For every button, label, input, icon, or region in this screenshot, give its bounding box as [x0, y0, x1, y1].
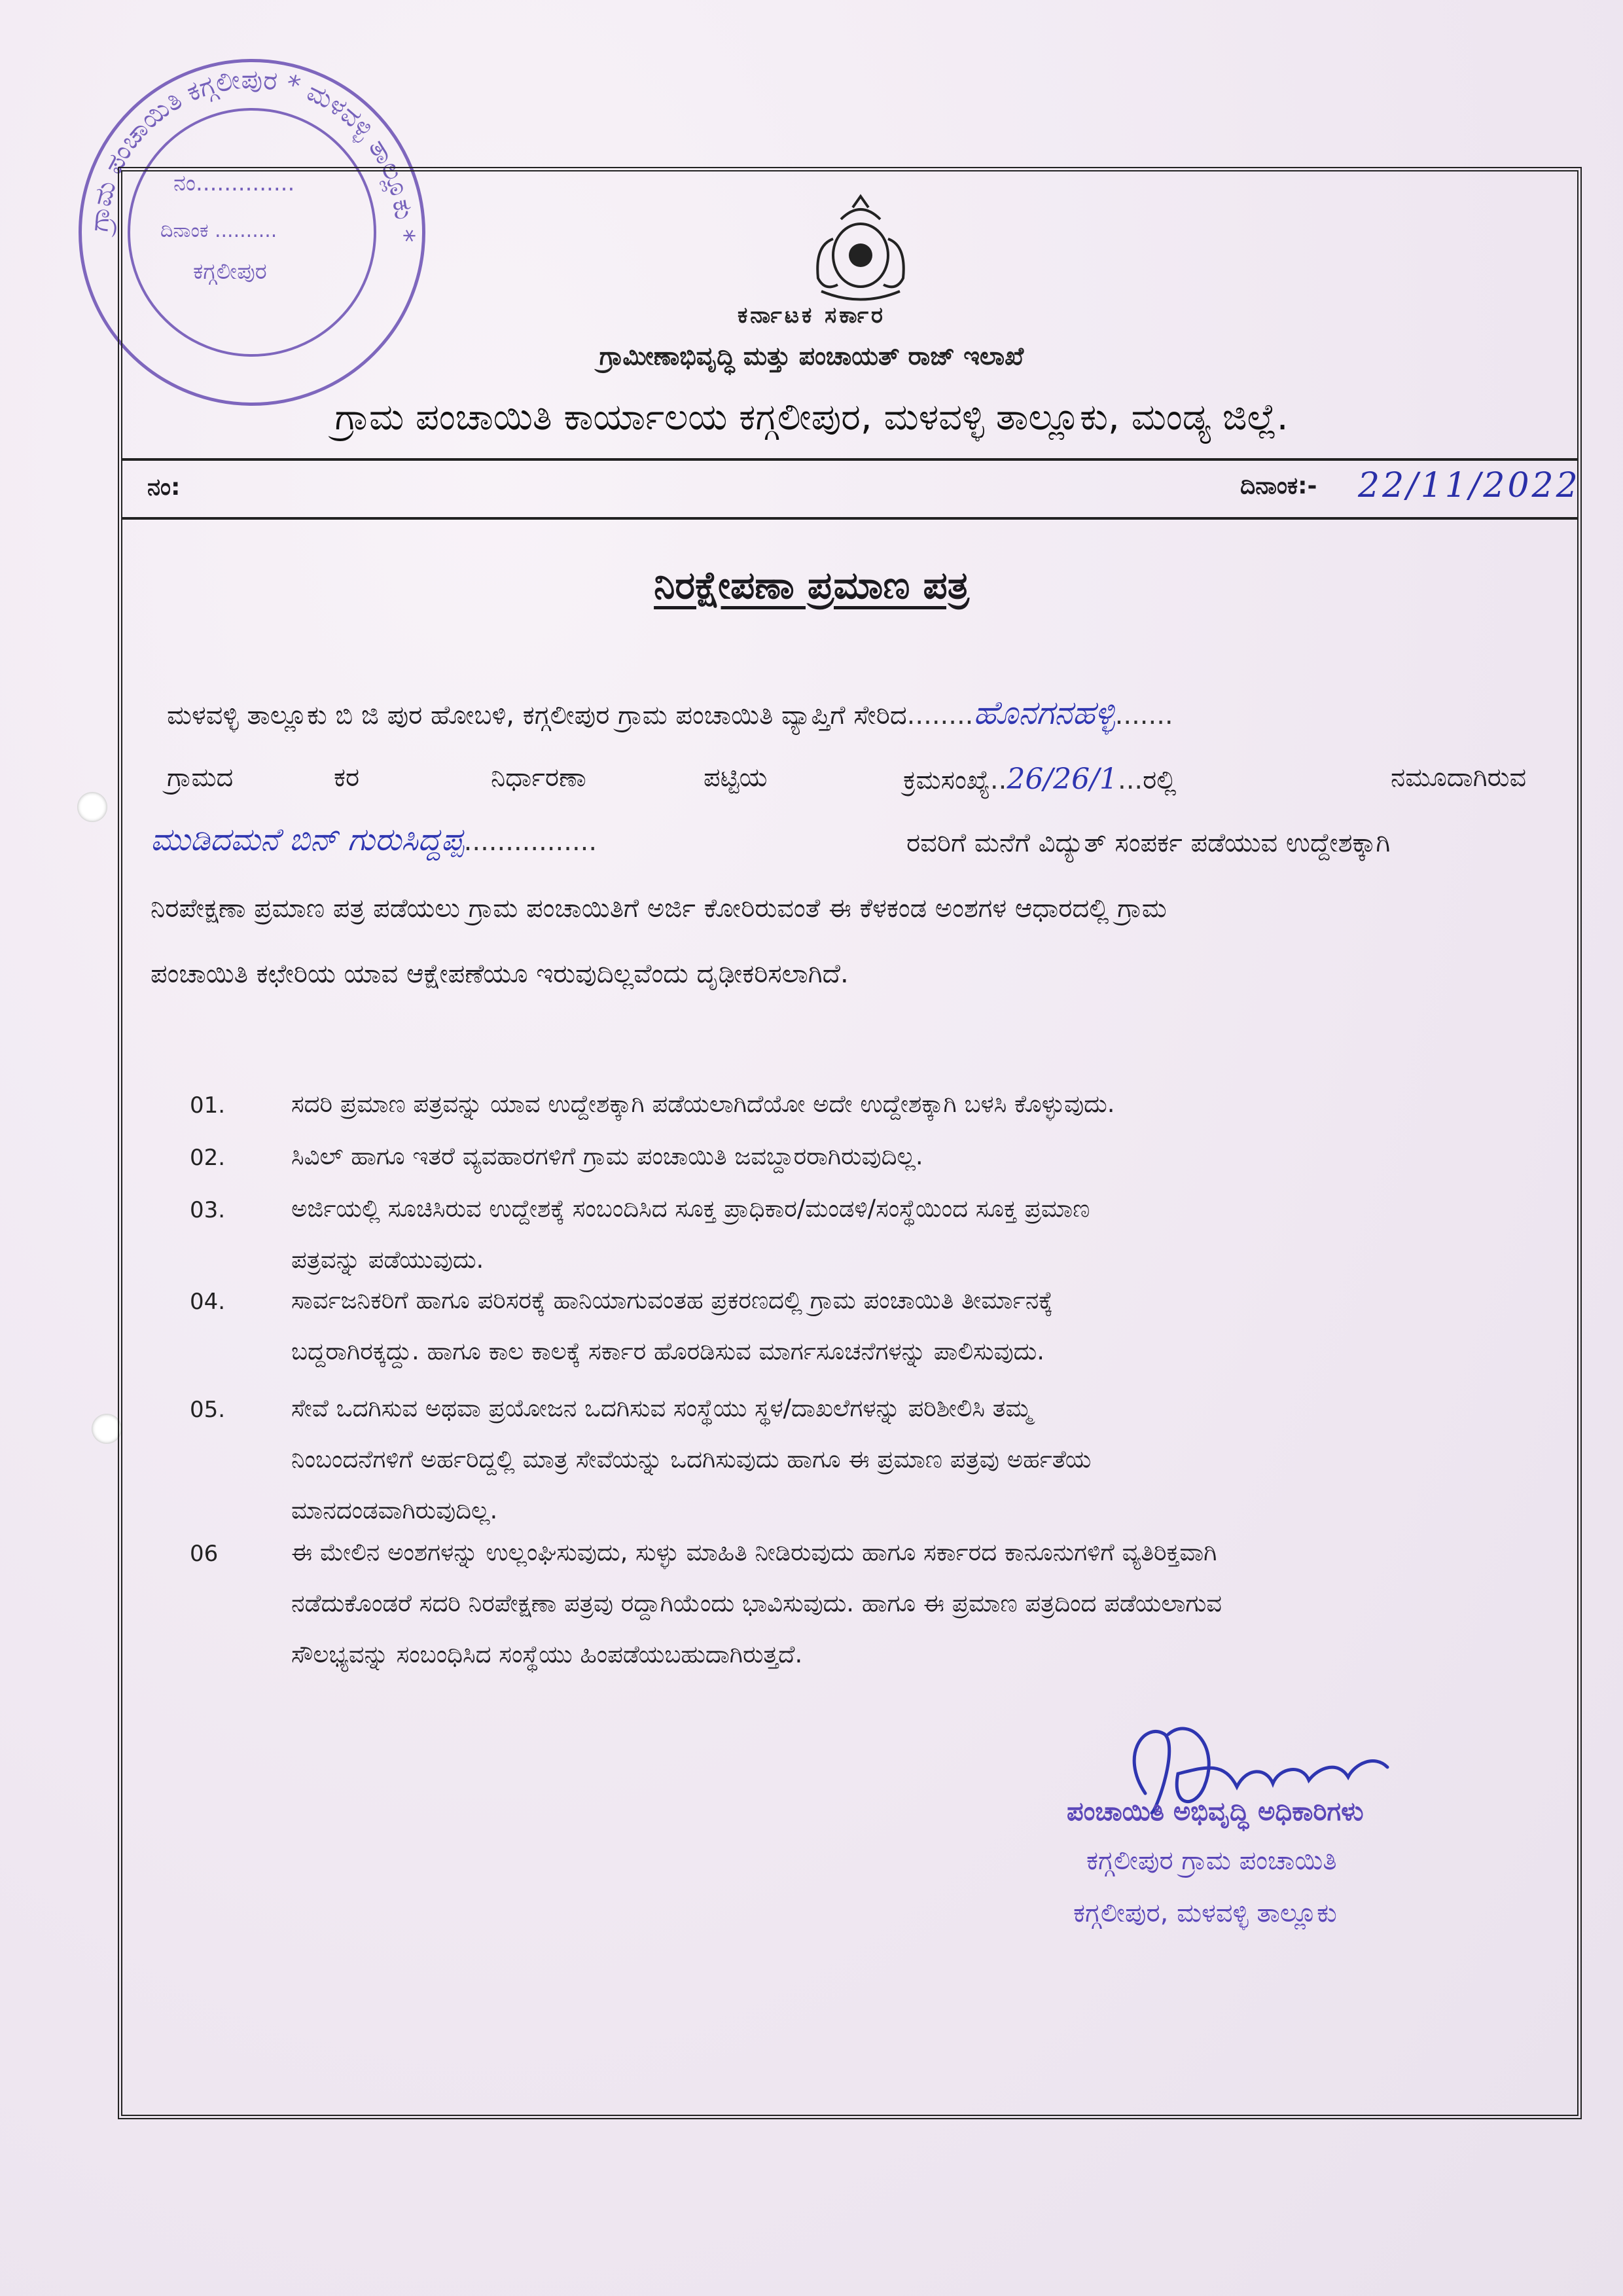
subheader-divider	[122, 517, 1578, 520]
condition-text-line: ಸಿವಿಲ್ ಹಾಗೂ ಇತರೆ ವ್ಯವಹಾರಗಳಿಗೆ ಗ್ರಾಮ ಪಂಚಾಯಿತಿ ಜವಬ್ದಾರರಾಗಿರುವುದಿಲ್ಲ.	[291, 1142, 923, 1170]
condition-number: 04.	[190, 1289, 226, 1315]
condition-number: 03.	[190, 1197, 226, 1223]
body-line-2-word-2: ಕರ	[334, 762, 360, 793]
condition-text-line: ಪತ್ರವನ್ನು ಪಡೆಯುವುದು.	[291, 1246, 484, 1274]
body-line-2-word-3: ನಿರ್ಧಾರಣಾ	[491, 762, 586, 793]
body-line-1: ಮಳವಳ್ಳಿ ತಾಲ್ಲೂಕು ಬಿ ಜಿ ಪುರ ಹೋಬಳಿ, ಕಗ್ಗಲೀಪುರ ಗ್ರಾಮ ಪಂಚಾಯಿತಿ ವ್ಯಾಪ್ತಿಗೆ ಸೇರಿದ........ಹೊನಗನಹಳ್ಳಿ.......	[167, 694, 1173, 732]
condition-text-line: ಈ ಮೇಲಿನ ಅಂಶಗಳನ್ನು ಉಲ್ಲಂಘಿಸುವುದು, ಸುಳ್ಳು ಮಾಹಿತಿ ನೀಡಿರುವುದು ಹಾಗೂ ಸರ್ಕಾರದ ಕಾನೂನುಗಳಿಗೆ ವ್ಯತಿರಿಕ್ತವಾಗಿ	[291, 1538, 1217, 1566]
seal-number-line: ನಂ..............	[173, 170, 295, 196]
serial-number-handwritten: 26/26/1	[1007, 762, 1118, 796]
department-name: ಗ್ರಾಮೀಣಾಭಿವೃದ್ಧಿ ಮತ್ತು ಪಂಚಾಯತ್ ರಾಜ್ ಇಲಾಖೆ	[599, 342, 1024, 370]
village-name-handwritten: ಹೊನಗನಹಳ್ಳಿ	[973, 694, 1115, 732]
office-address: ಗ್ರಾಮ ಪಂಚಾಯಿತಿ ಕಾರ್ಯಾಲಯ ಕಗ್ಗಲೀಪುರ, ಮಳವಳ್ಳಿ ತಾಲ್ಲೂಕು, ಮಂಡ್ಯ ಜಿಲ್ಲೆ.	[334, 396, 1289, 439]
condition-text-line: ನಡೆದುಕೊಂಡರೆ ಸದರಿ ನಿರಪೇಕ್ಷಣಾ ಪತ್ರವು ರದ್ದಾಗಿಯೆಂದು ಭಾವಿಸುವುದು. ಹಾಗೂ ಈ ಪ್ರಮಾಣ ಪತ್ರದಿಂದ ಪಡೆಯಲಾಗುವ	[291, 1589, 1222, 1617]
body-line-5: ಪಂಚಾಯಿತಿ ಕಛೇರಿಯ ಯಾವ ಆಕ್ಷೇಪಣೆಯೂ ಇರುವುದಿಲ್ಲವೆಂದು ದೃಢೀಕರಿಸಲಾಗಿದೆ.	[151, 959, 849, 989]
condition-text-line: ಸದರಿ ಪ್ರಮಾಣ ಪತ್ರವನ್ನು ಯಾವ ಉದ್ದೇಶಕ್ಕಾಗಿ ಪಡೆಯಲಾಗಿದೆಯೋ ಅದೇ ಉದ್ದೇಶಕ್ಕಾಗಿ ಬಳಸಿ ಕೊಳ್ಳುವುದು.	[291, 1090, 1115, 1118]
seal-date-line: ದಿನಾಂಕ ..........	[160, 219, 277, 242]
number-label: ನಂ:	[147, 474, 181, 501]
body-line-3: ಮುಡಿದಮನೆ ಬಿನ್ ಗುರುಸಿದ್ದಪ್ಪ................	[151, 821, 597, 858]
applicant-name-handwritten: ಮುಡಿದಮನೆ ಬಿನ್ ಗುರುಸಿದ್ದಪ್ಪ	[151, 821, 464, 858]
condition-text-line: ಸೌಲಭ್ಯವನ್ನು ಸಂಬಂಧಿಸಿದ ಸಂಸ್ಥೆಯು ಹಿಂಪಡೆಯಬಹುದಾಗಿರುತ್ತದೆ.	[291, 1640, 803, 1668]
condition-number: 06	[190, 1541, 219, 1567]
condition-text-line: ನಿಂಬಂದನೆಗಳಿಗೆ ಅರ್ಹರಿದ್ದಲ್ಲಿ ಮಾತ್ರ ಸೇವೆಯನ್ನು ಒದಗಿಸುವುದು ಹಾಗೂ ಈ ಪ್ರಮಾಣ ಪತ್ರವು ಅರ್ಹತೆಯ	[291, 1445, 1092, 1473]
body-line-4: ನಿರಪೇಕ್ಷಣಾ ಪ್ರಮಾಣ ಪತ್ರ ಪಡೆಯಲು ಗ್ರಾಮ ಪಂಚಾಯಿತಿಗೆ ಅರ್ಜಿ ಕೋರಿರುವಂತೆ ಈ ಕೆಳಕಂಡ ಅಂಶಗಳ ಆಧಾರದಲ್ಲಿ ಗ್ರಾಮ	[151, 893, 1167, 924]
government-name: ಕರ್ನಾಟಕ ಸರ್ಕಾರ	[737, 302, 886, 329]
signature-panchayat: ಕಗ್ಗಲೀಪುರ ಗ್ರಾಮ ಪಂಚಾಯಿತಿ	[1086, 1846, 1337, 1876]
serial-number-field: ಕ್ರಮಸಂಖ್ಯೆ..26/26/1...ರಲ್ಲಿ	[903, 762, 1177, 796]
signature-title: ಪಂಚಾಯಿತಿ ಅಭಿವೃದ್ಧಿ ಅಧಿಕಾರಿಗಳು	[1067, 1797, 1364, 1827]
condition-text-line: ಸಾರ್ವಜನಿಕರಿಗೆ ಹಾಗೂ ಪರಿಸರಕ್ಕೆ ಹಾನಿಯಾಗುವಂತಹ ಪ್ರಕರಣದಲ್ಲಿ ಗ್ರಾಮ ಪಂಚಾಯಿತಿ ತೀರ್ಮಾನಕ್ಕೆ	[291, 1286, 1053, 1314]
condition-number: 05.	[190, 1397, 226, 1423]
body-line-2-end: ನಮೂದಾಗಿರುವ	[1391, 762, 1527, 793]
body-line-3-text: ರವರಿಗೆ ಮನೆಗೆ ವಿದ್ಯುತ್ ಸಂಪರ್ಕ ಪಡೆಯುವ ಉದ್ದೇಶಕ್ಕಾಗಿ	[906, 828, 1391, 858]
signature-location: ಕಗ್ಗಲೀಪುರ, ಮಳವಳ್ಳಿ ತಾಲ್ಲೂಕು	[1073, 1898, 1337, 1928]
document-title: ನಿರಕ್ಷೇಪಣಾ ಪ್ರಮಾಣ ಪತ್ರ	[654, 563, 969, 607]
condition-text-line: ಅರ್ಜಿಯಲ್ಲಿ ಸೂಚಿಸಿರುವ ಉದ್ದೇಶಕ್ಕೆ ಸಂಬಂದಿಸಿದ ಸೂಕ್ತ ಪ್ರಾಧಿಕಾರ/ಮಂಡಳಿ/ಸಂಸ್ಥೆಯಿಂದ ಸೂಕ್ತ ಪ್ರಮಾಣ	[291, 1194, 1090, 1223]
condition-number: 01.	[190, 1092, 226, 1119]
body-line-2-word-1: ಗ್ರಾಮದ	[167, 762, 234, 793]
seal-place-line: ಕಗ್ಗಲೀಪುರ	[193, 259, 267, 285]
date-value: 22/11/2022	[1358, 466, 1580, 505]
condition-text-line: ಮಾನದಂಡವಾಗಿರುವುದಿಲ್ಲ.	[291, 1496, 498, 1524]
condition-number: 02.	[190, 1145, 226, 1171]
svg-text:ಗ್ರಾಮ ಪಂಚಾಯಿತಿ ಕಗ್ಗಲೀಪುರ * ಮಳವ: ಗ್ರಾಮ ಪಂಚಾಯಿತಿ ಕಗ್ಗಲೀಪುರ * ಮಳವಳ್ಳಿ ತಾಲ್ಲೂಕು *	[84, 64, 420, 243]
date-label: ದಿನಾಂಕ:-	[1240, 473, 1317, 499]
body-line-2-word-4: ಪಟ್ಟಿಯ	[704, 762, 768, 793]
punch-hole-top	[77, 792, 107, 822]
condition-text-line: ಸೇವೆ ಒದಗಿಸುವ ಅಥವಾ ಪ್ರಯೋಜನ ಒದಗಿಸುವ ಸಂಸ್ಥೆಯು ಸ್ಥಳ/ದಾಖಲೆಗಳನ್ನು ಪರಿಶೀಲಿಸಿ ತಮ್ಮ	[291, 1394, 1032, 1422]
header-divider	[122, 458, 1578, 461]
karnataka-emblem-icon	[802, 193, 919, 304]
condition-text-line: ಬದ್ದರಾಗಿರಕ್ಕದ್ದು. ಹಾಗೂ ಕಾಲ ಕಾಲಕ್ಕೆ ಸರ್ಕಾರ ಹೊರಡಿಸುವ ಮಾರ್ಗಸೂಚನೆಗಳನ್ನು ಪಾಲಿಸುವುದು.	[291, 1337, 1045, 1365]
